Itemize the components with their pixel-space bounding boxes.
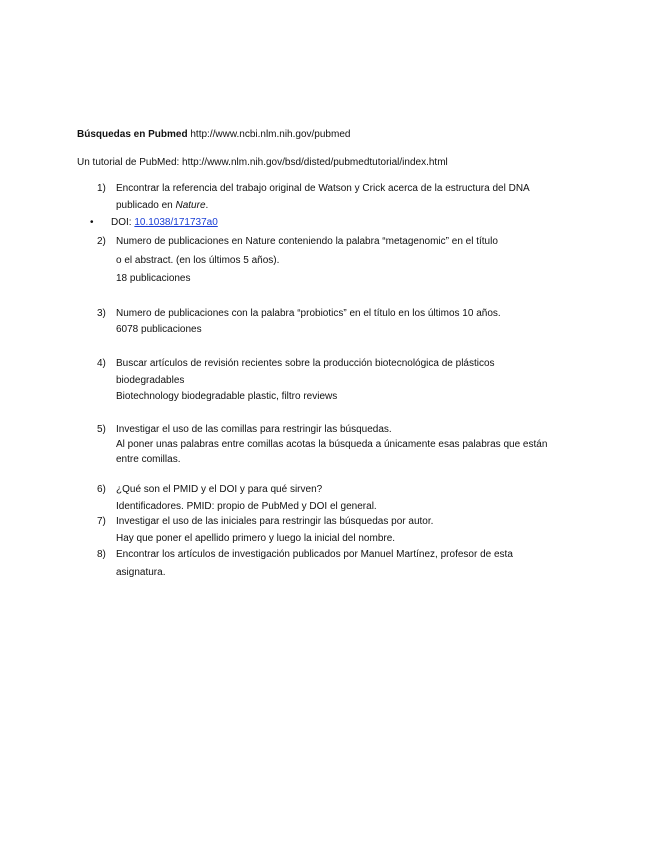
item-number: 8) xyxy=(97,549,106,560)
item-answer: Hay que poner el apellido primero y luego la inicial del nombre. xyxy=(116,533,396,544)
pubmed-url: http://www.ncbi.nlm.nih.gov/pubmed xyxy=(187,129,351,140)
item-answer: entre comillas. xyxy=(116,454,181,465)
item-text xyxy=(116,199,208,213)
tutorial-line: Un tutorial de PubMed: http://www.nlm.nih.gov/bsd/disted/pubmedtutorial/index.html xyxy=(77,157,448,168)
item-text: Encontrar la referencia del trabajo original de Watson y Crick acerca de la estructura del DNA xyxy=(116,183,530,194)
item-answer: Biotechnology biodegradable plastic, filtro reviews xyxy=(116,391,338,402)
item-answer: Al poner unas palabras entre comillas acotas la búsqueda a únicamente esas palabras que están xyxy=(116,439,548,450)
doi-line xyxy=(111,216,218,230)
bullet-icon: • xyxy=(90,217,94,228)
item-number: 6) xyxy=(97,484,106,495)
item-answer: Identificadores. PMID: propio de PubMed y DOI el general. xyxy=(116,501,377,512)
item-text-suffix: . xyxy=(205,200,209,211)
item-text: biodegradables xyxy=(116,375,185,386)
item-text: Investigar el uso de las iniciales para restringir las búsquedas por autor. xyxy=(116,516,434,527)
page-title: Búsquedas en Pubmed xyxy=(77,129,188,140)
item-text: asignatura. xyxy=(116,567,166,578)
item-text: Investigar el uso de las comillas para restringir las búsquedas. xyxy=(116,424,392,435)
item-answer: 18 publicaciones xyxy=(116,273,191,284)
item-answer: 6078 publicaciones xyxy=(116,324,202,335)
item-text: Buscar artículos de revisión recientes sobre la producción biotecnológica de plásticos xyxy=(116,358,495,369)
item-number: 1) xyxy=(97,183,106,194)
item-number: 5) xyxy=(97,424,106,435)
item-number: 4) xyxy=(97,358,106,369)
item-number: 3) xyxy=(97,308,106,319)
doi-label: DOI: xyxy=(111,217,135,228)
item-number: 7) xyxy=(97,516,106,527)
item-text: ¿Qué son el PMID y el DOI y para qué sirven? xyxy=(116,484,323,495)
item-text: Encontrar los artículos de investigación publicados por Manuel Martínez, profesor de esta xyxy=(116,549,513,560)
item-text-prefix: publicado en xyxy=(116,200,176,211)
item-number: 2) xyxy=(97,236,106,247)
item-text: o el abstract. (en los últimos 5 años). xyxy=(116,255,280,266)
item-text: Numero de publicaciones con la palabra “probiotics” en el título en los últimos 10 años. xyxy=(116,308,501,319)
doi-link[interactable]: 10.1038/171737a0 xyxy=(134,217,218,228)
page-title-line xyxy=(77,128,350,142)
journal-name: Nature xyxy=(175,200,206,211)
item-text: Numero de publicaciones en Nature conteniendo la palabra “metagenomic” en el título xyxy=(116,236,498,247)
